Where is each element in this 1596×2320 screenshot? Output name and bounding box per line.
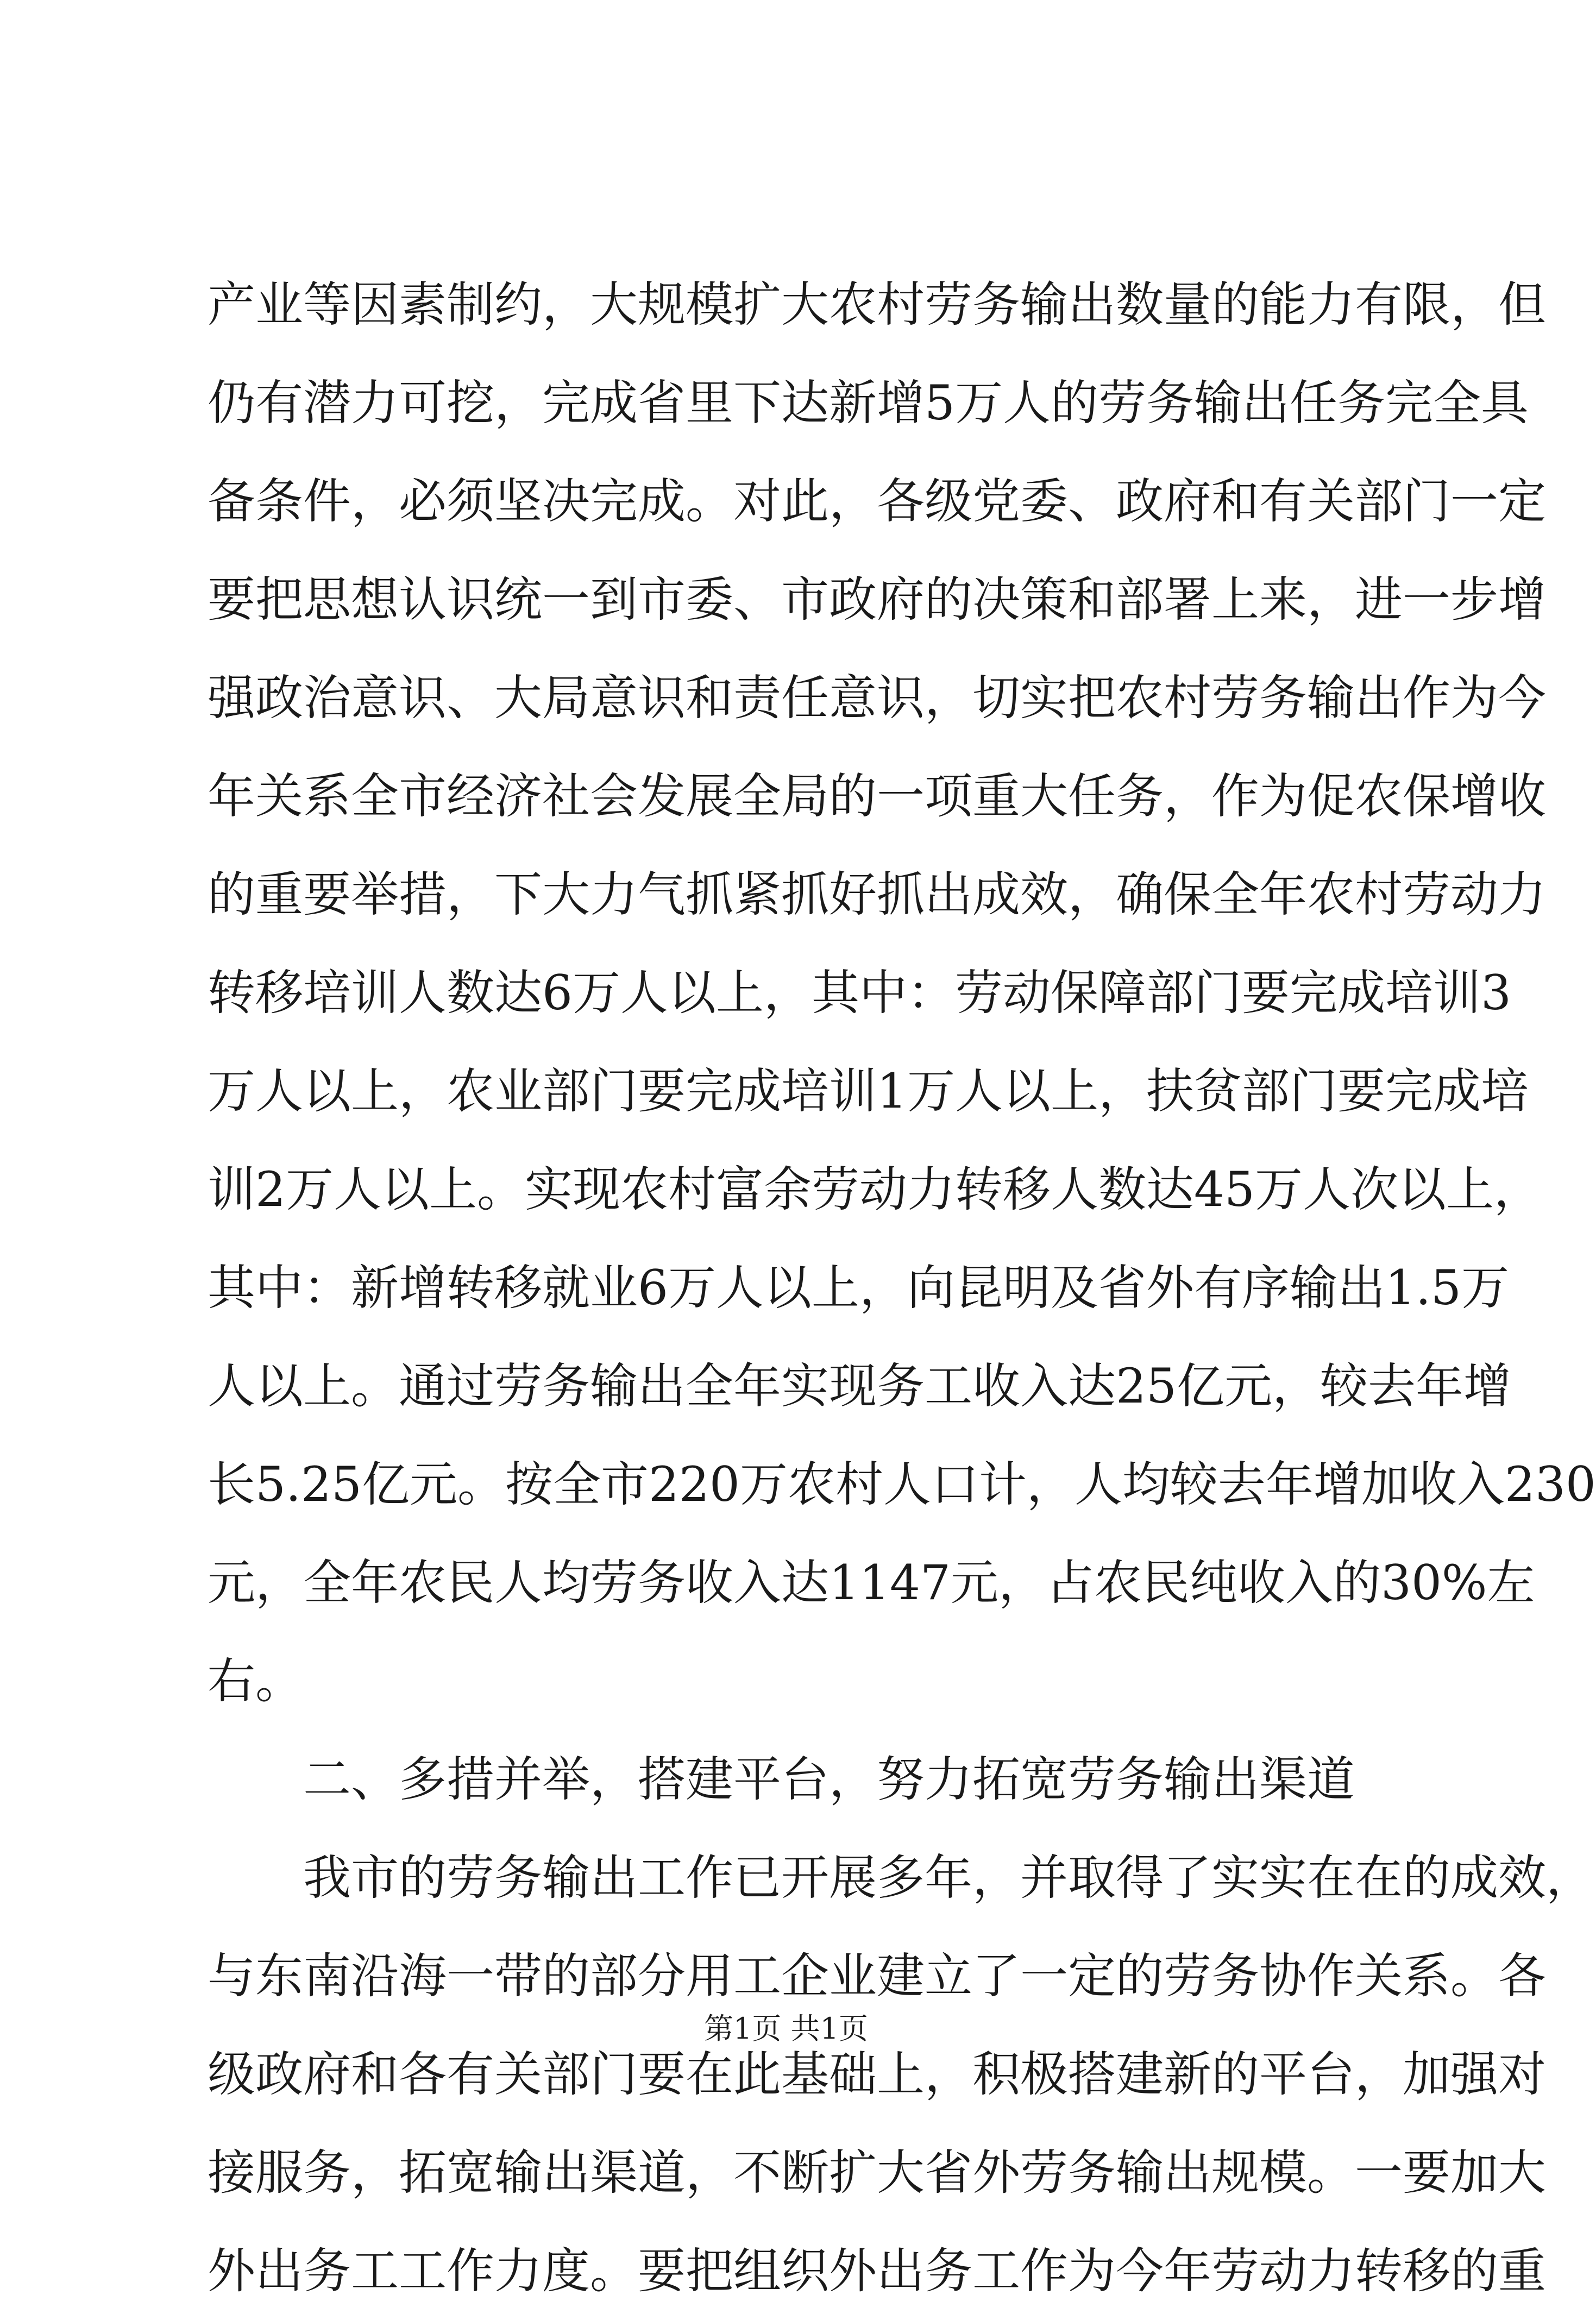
text-line: 产业等因素制约，大规模扩大农村劳务输出数量的能力有限，但: [208, 276, 1547, 332]
text-line: 级政府和各有关部门要在此基础上，积极搭建新的平台，加强对: [208, 2046, 1547, 2102]
text-line: 年关系全市经济社会发展全局的一项重大任务，作为促农保增收: [208, 768, 1547, 824]
text-line: 其中：新增转移就业6万人以上，向昆明及省外有序输出1.5万: [208, 1260, 1509, 1316]
text-line: 外出务工工作力度。要把组织外出务工作为今年劳动力转移的重: [208, 2243, 1547, 2299]
text-line: 备条件，必须坚决完成。对此，各级党委、政府和有关部门一定: [208, 473, 1547, 529]
text-line: 长5.25亿元。按全市220万农村人口计，人均较去年增加收入230: [208, 1456, 1596, 1512]
text-line: 的重要举措，下大力气抓紧抓好抓出成效，确保全年农村劳动力: [208, 866, 1547, 922]
text-line: 训2万人以上。实现农村富余劳动力转移人数达45万人次以上，: [208, 1161, 1542, 1217]
text-line: 右。: [208, 1653, 304, 1709]
text-line: 万人以上，农业部门要完成培训1万人以上，扶贫部门要完成培: [208, 1063, 1529, 1119]
text-line: 强政治意识、大局意识和责任意识，切实把农村劳务输出作为今: [208, 670, 1547, 726]
page-footer: 第1页 共1页: [704, 2011, 868, 2046]
text-line: 人以上。通过劳务输出全年实现务工收入达25亿元，较去年增: [208, 1358, 1511, 1414]
text-line: 要把思想认识统一到市委、市政府的决策和部署上来，进一步增: [208, 571, 1547, 627]
text-line: 我市的劳务输出工作已开展多年，并取得了实实在在的成效，: [303, 1850, 1594, 1906]
text-line: 元，全年农民人均劳务收入达1147元，占农民纯收入的30%左: [208, 1555, 1535, 1611]
section-heading: 二、多措并举，搭建平台，努力拓宽劳务输出渠道: [303, 1751, 1355, 1807]
text-line: 仍有潜力可挖，完成省里下达新增5万人的劳务输出任务完全具: [208, 375, 1529, 431]
text-line: 与东南沿海一带的部分用工企业建立了一定的劳务协作关系。各: [208, 1948, 1547, 2004]
text-line: 接服务，拓宽输出渠道，不断扩大省外劳务输出规模。一要加大: [208, 2145, 1547, 2200]
text-line: 转移培训人数达6万人以上，其中：劳动保障部门要完成培训3: [208, 965, 1511, 1021]
